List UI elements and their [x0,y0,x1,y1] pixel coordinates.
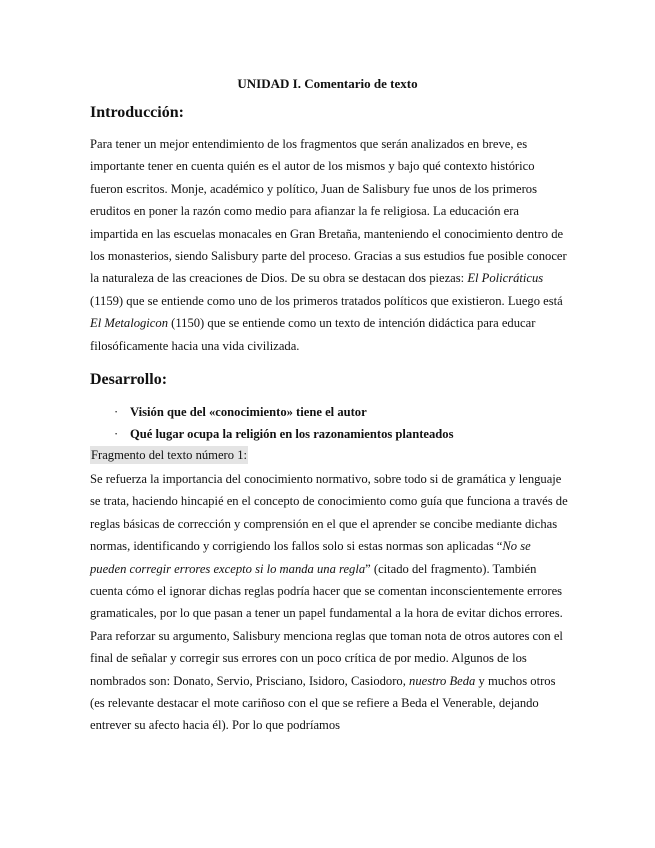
bullet-list [118,401,454,445]
text-run-italic: No se pueden corregir errores excepto si lo manda una regla [90,539,531,576]
text-run-italic: El Policráticus [467,271,544,286]
body-paragraph [90,468,570,737]
bullet-item: · Visión que del «conocimiento» tiene el autor [118,401,454,423]
text-run: (1159) que se entiende como uno de los primeros tratados políticos que existieron. Luego está [90,293,563,308]
text-run-italic: nuestro Beda [409,673,476,688]
text-run: Para tener un mejor entendimiento de los fragmentos que serán analizados en breve, es importante tener en cuenta quién es el autor de los mismos y bajo qué contexto histórico fueron escritos. Monje, académico y político, Juan de Salisbury fue unos de los primeros eruditos en poner la razón como medio para afianzar la fe religiosa. La educación era impartida en las escuelas monacales en Gran Bretaña, manteniendo el conocimiento dentro de los monasterios, siendo Salisbury parte del proceso. Gracias a sus estudios fue posible conocer la naturaleza de las creaciones de Dios. De su obra se destacan dos piezas: [90,137,567,286]
document-title: UNIDAD I. Comentario de texto [237,76,418,91]
development-heading: Desarrollo: [90,371,168,388]
intro-heading: Introducción: [90,104,184,121]
fragment-label: Fragmento del texto número 1: [91,448,247,462]
intro-paragraph [90,133,570,357]
text-run: y muchos otros (es relevante destacar el mote cariñoso con el que se refiere a Beda el Venerable, dejando entrever su afecto hacia él). Por lo que podríamos [90,673,556,733]
bullet-item: · Qué lugar ocupa la religión en los razonamientos planteados [118,423,454,445]
text-run: Se refuerza la importancia del conocimiento normativo, sobre todo si de gramática y lenguaje se trata, haciendo hincapié en el concepto de conocimiento como guía que funciona a través de reglas básicas de corrección y comprensión en el que el aprender se concibe mediante dichas normas, identificando y corrigiendo los fallos solo si estas normas son aplicadas “ [90,472,568,554]
text-run-italic: El Metalogicon [90,316,168,331]
text-run: (1150) que se entiende como un texto de intención didáctica para educar filosóficamente hacia una vida civilizada. [90,316,536,353]
text-run: ” (citado del fragmento). También cuenta cómo el ignorar dichas reglas podría hacer que se comentan inconscientemente errores gramaticales, por lo que pasan a tener un papel fundamental a la hora de evitar dichos errores. Para reforzar su argumento, Salisbury menciona reglas que toman nota de otros autores con el final de señalar y corregir sus errores con un poco crítica de por medio. Algunos de los nombrados son: Donato, Servio, Prisciano, Isidoro, Casiodoro, [90,561,563,688]
